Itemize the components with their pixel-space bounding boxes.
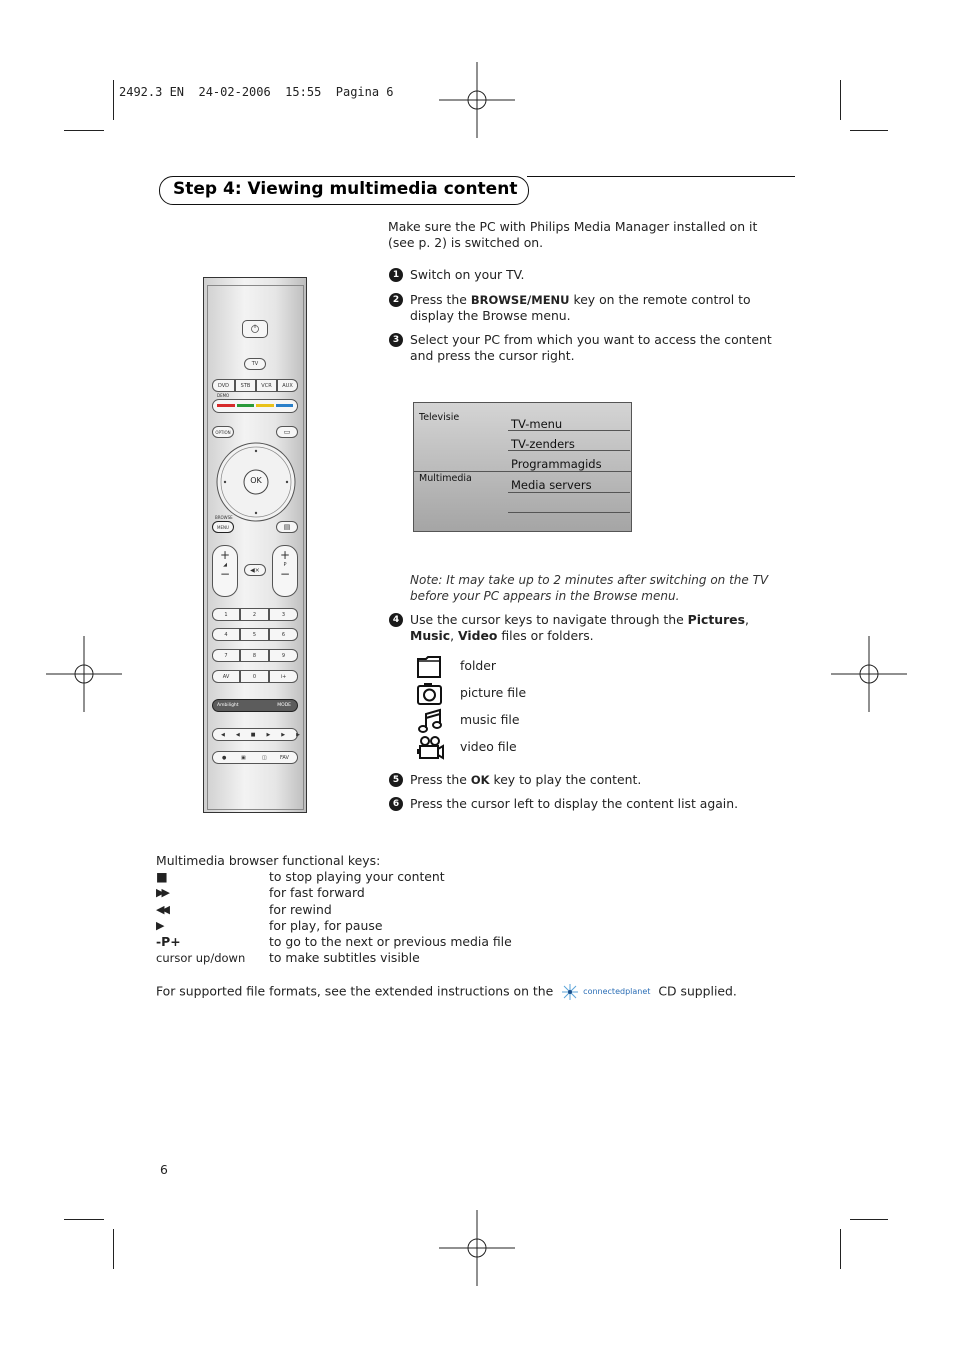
intro-paragraph: Make sure the PC with Philips Media Manager installed on it (see p. 2) is switched on. xyxy=(388,219,758,250)
connectedplanet-logo xyxy=(561,983,650,1001)
browse-label: BROWSE xyxy=(215,515,233,520)
digit-button[interactable]: 0 xyxy=(240,670,269,683)
menu-item[interactable]: TV-menu xyxy=(508,411,630,431)
av-button[interactable]: AV xyxy=(212,670,240,683)
menu-button[interactable]: MENU xyxy=(212,521,234,533)
registration-mark-icon xyxy=(831,636,907,712)
mute-button[interactable] xyxy=(244,564,266,576)
video-camera-icon xyxy=(416,735,444,761)
print-slug: 2492.3 EN 24-02-2006 15:55 Pagina 6 xyxy=(119,85,394,99)
volume-rocker[interactable]: + ◢ − xyxy=(212,545,238,597)
mode-button[interactable]: MODE xyxy=(277,703,291,708)
step-text: Switch on your TV. xyxy=(410,267,525,282)
step-number: 3 xyxy=(389,333,403,347)
blue-key[interactable] xyxy=(276,404,294,407)
key-description: for play, for pause xyxy=(269,917,383,933)
remote-control-illustration xyxy=(203,277,311,813)
key-symbol: ◀◀ xyxy=(156,902,167,916)
table-row xyxy=(156,902,380,918)
crop-mark xyxy=(113,80,114,120)
menu-item[interactable] xyxy=(508,513,630,531)
browse-menu-key: BROWSE/MENU xyxy=(470,293,570,307)
cd-supplied-text: CD supplied. xyxy=(658,983,737,999)
record-icon[interactable]: ● xyxy=(222,755,227,761)
digit-button[interactable]: 6 xyxy=(269,628,298,641)
step-5 xyxy=(389,772,789,788)
crop-mark xyxy=(64,1219,104,1220)
folder-icon xyxy=(416,654,444,680)
menu-category-label: Televisie xyxy=(419,412,460,423)
table-row xyxy=(156,950,420,966)
camera-icon xyxy=(416,681,444,707)
step-number: 1 xyxy=(389,268,403,282)
step-text: Select your PC from which you want to access the content and press the cursor right. xyxy=(410,332,772,363)
transport-keys[interactable] xyxy=(212,728,311,741)
step-text: Press the cursor left to display the content list again. xyxy=(410,796,739,811)
functional-keys-heading: Multimedia browser functional keys: xyxy=(156,853,381,868)
ambilight-button[interactable]: Ambilight xyxy=(217,703,239,708)
tv-button[interactable]: TV xyxy=(244,358,266,370)
power-icon xyxy=(250,324,260,334)
ok-button[interactable]: OK xyxy=(250,476,262,485)
key-symbol: ▶▶ xyxy=(156,886,167,900)
menu-item[interactable]: TV-zenders xyxy=(508,431,630,451)
registration-mark-icon xyxy=(439,62,515,138)
step-number: 2 xyxy=(389,293,403,307)
key-description: to stop playing your content xyxy=(269,869,445,885)
crop-mark xyxy=(850,130,888,131)
green-key[interactable] xyxy=(237,404,255,407)
registration-mark-icon xyxy=(46,636,122,712)
step-4 xyxy=(389,612,789,644)
menu-item[interactable]: Programmagids xyxy=(511,457,602,471)
browse-menu-screen xyxy=(413,402,632,532)
step-6 xyxy=(389,796,789,812)
digit-button[interactable]: 8 xyxy=(240,649,269,662)
step-number: 6 xyxy=(389,797,403,811)
registration-mark-icon xyxy=(439,1210,515,1286)
ambilight-bar[interactable] xyxy=(212,699,298,712)
step-text: Use the cursor keys to navigate through the Pictures, Music, Video files or folders. xyxy=(410,612,749,643)
info-button[interactable]: i+ xyxy=(269,670,298,683)
power-button[interactable] xyxy=(242,320,268,338)
crop-mark xyxy=(850,1219,888,1220)
digit-button[interactable]: 3 xyxy=(269,608,298,621)
demo-label: DEMO xyxy=(217,393,230,398)
key-description: to make subtitles visible xyxy=(269,950,420,966)
menu-item[interactable]: Media servers xyxy=(508,472,630,493)
format-icon[interactable]: ◫ xyxy=(262,755,267,761)
source-button-aux[interactable]: AUX xyxy=(277,379,298,392)
table-row xyxy=(156,869,445,885)
supported-formats-line xyxy=(156,983,737,1001)
digit-button[interactable]: 7 xyxy=(212,649,240,662)
book-icon: ▭ xyxy=(283,428,291,436)
crop-mark xyxy=(840,1229,841,1269)
key-description: to go to the next or previous media file xyxy=(269,933,512,949)
crop-mark xyxy=(840,80,841,120)
teletext-button[interactable] xyxy=(276,521,298,533)
supported-formats-text: For supported file formats, see the extended instructions on the xyxy=(156,983,554,999)
step-text: Press the OK key to play the content. xyxy=(410,772,642,787)
crop-mark xyxy=(64,130,104,131)
rewind-icon[interactable]: ◀◀ xyxy=(221,732,251,738)
digit-button[interactable]: 9 xyxy=(269,649,298,662)
step-1 xyxy=(389,267,789,283)
play-icon[interactable]: ▶ xyxy=(266,732,282,738)
menu-category-label: Multimedia xyxy=(419,473,472,484)
mute-icon: ◀× xyxy=(250,567,260,574)
key-symbol: -P+ xyxy=(156,933,181,949)
teletext-icon: ▤ xyxy=(283,523,291,531)
step-2 xyxy=(389,292,789,324)
page-number: 6 xyxy=(160,1162,168,1177)
table-row xyxy=(156,933,512,950)
functional-keys-table xyxy=(156,853,512,966)
icon-label: folder xyxy=(460,658,496,673)
source-button-vcr[interactable]: VCR xyxy=(256,379,277,392)
note-text: Note: It may take up to 2 minutes after switching on the TV before your PC appears in the Browse menu. xyxy=(410,573,769,603)
digit-button[interactable]: 1 xyxy=(212,608,240,621)
step-number: 5 xyxy=(389,773,403,787)
source-button-dvd[interactable]: DVD xyxy=(212,379,235,392)
red-key[interactable] xyxy=(217,404,235,407)
stop-icon[interactable]: ■ xyxy=(250,732,267,738)
crop-mark xyxy=(113,1229,114,1269)
subtitle-icon[interactable]: ▣ xyxy=(241,755,246,761)
key-description: for rewind xyxy=(269,901,332,917)
icon-label: picture file xyxy=(460,685,527,700)
fav-button[interactable]: FAV xyxy=(280,755,289,761)
icon-label: video file xyxy=(460,739,517,754)
key-symbol: ▶ xyxy=(156,918,165,932)
key-description: for fast forward xyxy=(269,885,365,901)
yellow-key[interactable] xyxy=(256,404,274,407)
icon-label: music file xyxy=(460,712,520,727)
table-row xyxy=(156,917,383,934)
star-burst-icon xyxy=(561,983,579,1001)
program-rocker[interactable]: + P − xyxy=(272,545,298,597)
color-keys[interactable] xyxy=(212,399,298,413)
key-symbol: cursor up/down xyxy=(156,951,246,966)
option-button[interactable]: OPTION xyxy=(212,426,234,438)
digit-button[interactable]: 2 xyxy=(240,608,269,621)
guide-button[interactable] xyxy=(276,426,298,438)
digit-button[interactable]: 5 xyxy=(240,628,269,641)
source-button-stb[interactable]: STB xyxy=(235,379,256,392)
music-note-icon xyxy=(416,708,444,734)
title-rule xyxy=(527,176,795,177)
step-number: 4 xyxy=(389,613,403,627)
page-title: Step 4: Viewing multimedia content xyxy=(173,179,518,199)
table-row xyxy=(156,885,380,901)
menu-item[interactable] xyxy=(508,493,630,513)
step-text: Press the BROWSE/MENU key on the remote control to display the Browse menu. xyxy=(410,292,751,323)
fast-forward-icon[interactable]: ▶▶ xyxy=(281,732,311,738)
connectedplanet-wordmark: connectedplanet xyxy=(583,987,651,996)
key-symbol: ■ xyxy=(156,869,168,885)
function-keys[interactable] xyxy=(212,751,298,764)
digit-button[interactable]: 4 xyxy=(212,628,240,641)
step-3 xyxy=(389,332,789,364)
